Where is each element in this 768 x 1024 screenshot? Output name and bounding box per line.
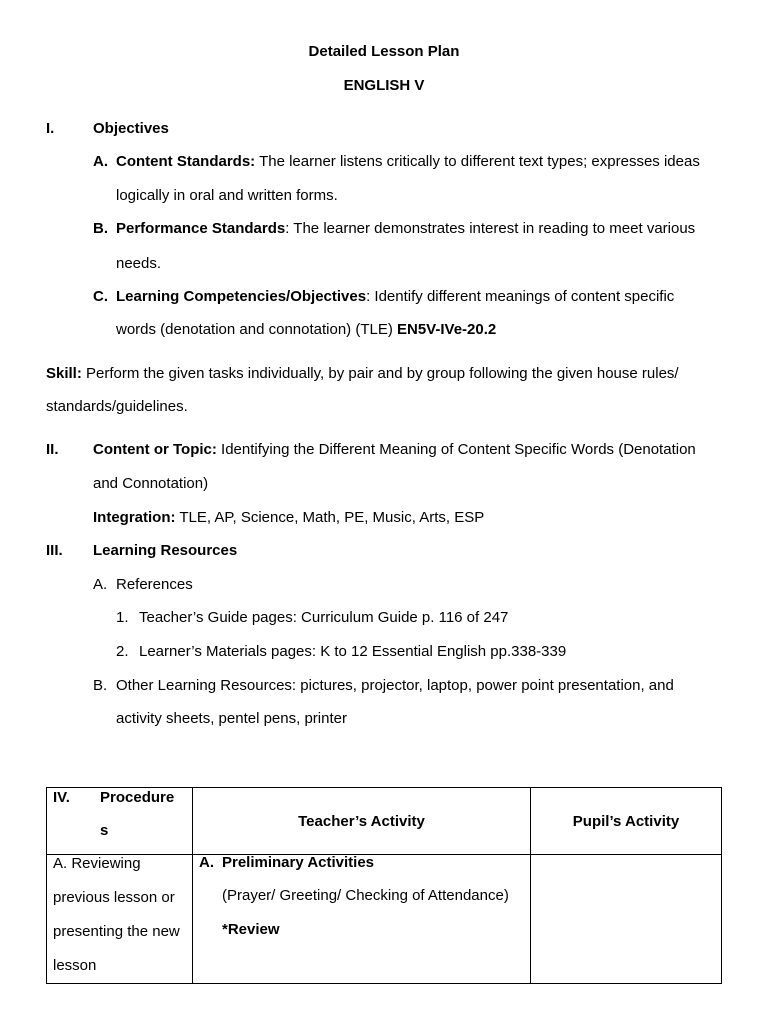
activity-preliminaries: (Prayer/ Greeting/ Checking of Attendance) [222,887,509,904]
document-subject: ENGLISH V [343,77,425,94]
resources-b-line2: activity sheets, pentel pens, printer [116,710,347,727]
activity-title: Preliminary Activities [222,854,375,871]
section-1-number: I. [46,120,55,137]
objective-b-line1: Performance Standards: The learner demonstrates interest in reading to meet various [116,220,696,237]
procedures-header-line2: s [100,822,109,839]
content-topic-line1: Content or Topic: Identifying the Different Meaning of Content Specific Words (Denotation [93,441,696,458]
content-topic-line2: and Connotation) [93,475,209,492]
procedure-step-line: lesson [53,957,97,974]
procedure-step-line: previous lesson or [53,889,175,906]
integration: Integration: TLE, AP, Science, Math, PE, Music, Arts, ESP [93,509,485,526]
objective-a-line1: Content Standards: The learner listens critically to different text types; expresses ideas [116,153,700,170]
resources-b-letter: B. [93,677,108,694]
reference-2-number: 2. [116,643,129,660]
resources-a-text: References [116,576,193,593]
procedures-number: IV. [53,789,70,806]
resources-a-letter: A. [93,576,108,593]
teacher-activity-cell [193,855,531,984]
procedures-header-cell [47,788,193,855]
activity-review: *Review [222,921,280,938]
skill-line2: standards/guidelines. [46,398,188,415]
document-title: Detailed Lesson Plan [308,43,460,60]
pupil-activity-cell [531,855,722,984]
reference-1-number: 1. [116,609,129,626]
reference-1-text: Teacher’s Guide pages: Curriculum Guide p. 116 of 247 [139,609,509,626]
objective-c-letter: C. [93,288,108,305]
objective-c-line2: words (denotation and connotation) (TLE) EN5V-IVe-20.2 [116,321,497,338]
activity-letter: A. [199,854,214,871]
table-row [47,855,722,984]
section-1-title: Objectives [93,120,169,137]
section-3-number: III. [46,542,63,559]
objective-a-line2: logically in oral and written forms. [116,187,338,204]
procedure-step-cell [47,855,193,984]
skill-line1: Skill: Perform the given tasks individually, by pair and by group following the given house rules/ [46,365,679,382]
objective-b-letter: B. [93,220,108,237]
resources-b-line1: Other Learning Resources: pictures, projector, laptop, power point presentation, and [116,677,674,694]
pupils-activity-header: Pupil’s Activity [531,788,722,855]
procedure-step-line: presenting the new [53,923,180,940]
table-header-row [47,788,722,855]
objective-c-line1: Learning Competencies/Objectives: Identify different meanings of content specific [116,288,675,305]
section-2-number: II. [46,441,59,458]
competency-code: EN5V-IVe-20.2 [397,321,497,338]
reference-2-text: Learner’s Materials pages: K to 12 Essential English pp.338-339 [139,643,567,660]
objective-a-letter: A. [93,153,108,170]
procedure-step-line: A. Reviewing [53,855,141,872]
procedures-table [46,787,722,984]
procedures-header-line1: Procedure [100,789,175,806]
section-3-title: Learning Resources [93,542,238,559]
objective-b-line2: needs. [116,255,162,272]
teachers-activity-header: Teacher’s Activity [193,788,531,855]
